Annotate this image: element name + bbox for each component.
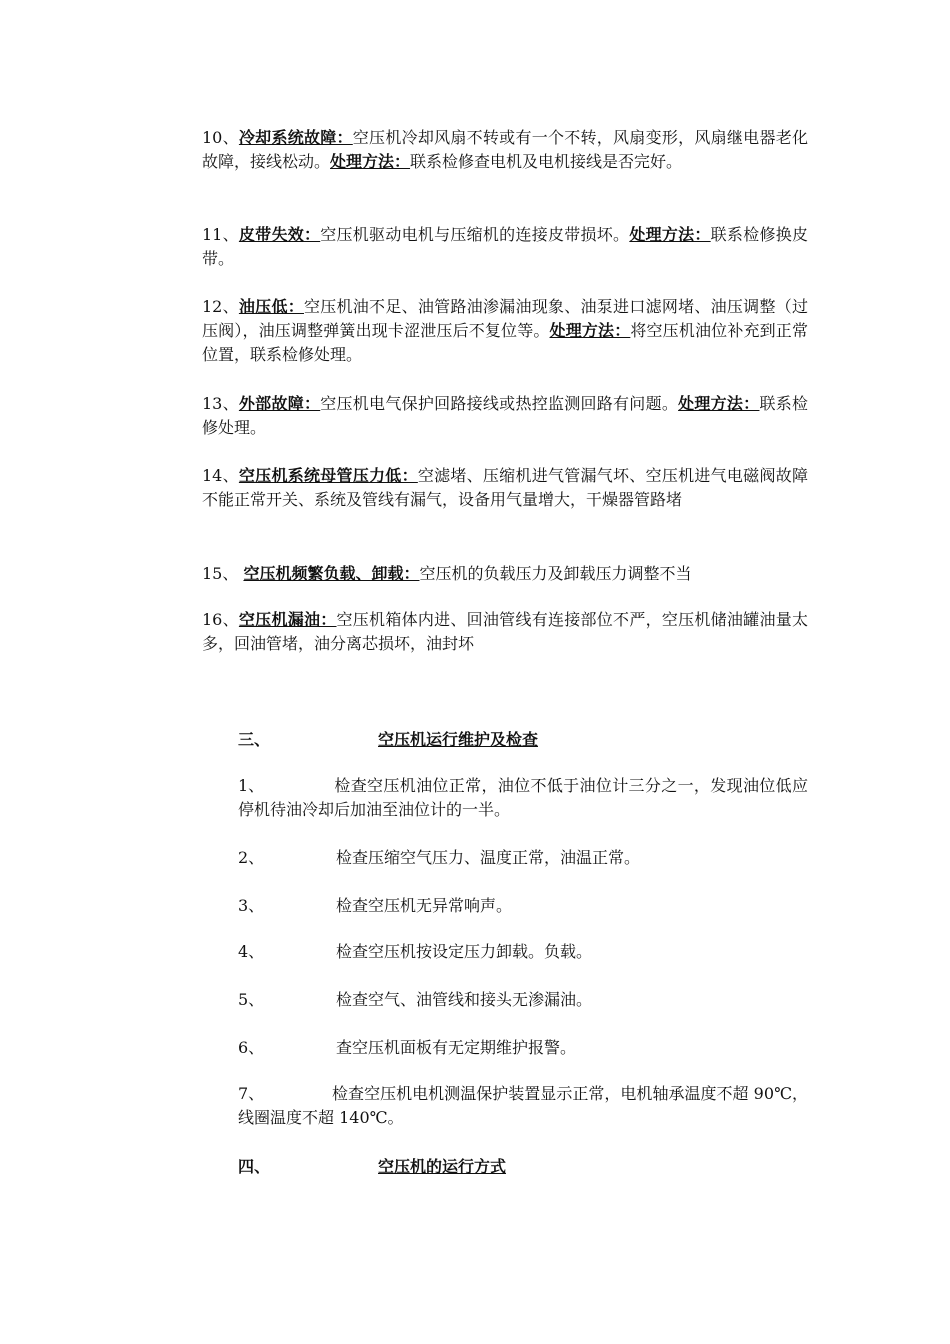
fault-item-14 bbox=[202, 464, 808, 512]
check-text: 检查空压机油位正常，油位不低于油位计三分之一，发现油位低应停机待油冷却后加油至油位计的一半。 bbox=[238, 776, 808, 819]
fault-text: 空压机箱体内进、回油管线有连接部位不严，空压机储油罐油量太多，回油管堵，油分离芯损坏，油封坏 bbox=[202, 610, 808, 653]
item-number: 2、 bbox=[238, 848, 265, 867]
section-title: 空压机的运行方式 bbox=[378, 1157, 507, 1176]
fault-text: 空滤堵、压缩机进气管漏气坏、空压机进气电磁阀故障不能正常开关、系统及管线有漏气，设备用气量增大，干燥器管路堵 bbox=[202, 466, 808, 509]
fault-item-16 bbox=[202, 608, 808, 656]
check-item-4 bbox=[238, 940, 808, 964]
check-item-2 bbox=[238, 846, 808, 870]
item-number: 1、 bbox=[238, 776, 265, 795]
fault-label: 冷却系统故障： bbox=[238, 128, 353, 147]
item-number: 3、 bbox=[238, 896, 265, 915]
check-text: 检查空压机电机测温保护装置显示正常，电机轴承温度不超 90℃，线圈温度不超 140℃。 bbox=[238, 1084, 808, 1127]
method-text: 联系检修换皮带。 bbox=[202, 225, 808, 268]
item-number: 11、 bbox=[202, 225, 239, 244]
fault-text: 空压机的负载压力及卸载压力调整不当 bbox=[419, 564, 692, 583]
check-text: 检查空压机按设定压力卸载。负载。 bbox=[336, 942, 593, 961]
item-number: 15、 bbox=[202, 564, 244, 583]
method-label: 处理方法： bbox=[330, 152, 411, 171]
fault-item-12 bbox=[202, 295, 808, 367]
check-item-7 bbox=[238, 1082, 808, 1130]
check-item-5 bbox=[238, 988, 808, 1012]
fault-label: 皮带失效： bbox=[238, 225, 321, 244]
item-number: 4、 bbox=[238, 942, 265, 961]
fault-label: 空压机系统母管压力低： bbox=[238, 466, 418, 485]
item-number: 7、 bbox=[238, 1084, 265, 1103]
check-item-6 bbox=[238, 1036, 808, 1060]
section-heading-3 bbox=[238, 728, 538, 752]
fault-text: 空压机油不足、油管路油渗漏油现象、油泵进口滤网堵、油压调整（过压阀），油压调整弹簧出现卡涩泄压后不复位等。 bbox=[202, 297, 808, 340]
method-text: 联系检修处理。 bbox=[202, 394, 808, 437]
fault-label: 空压机频繁负载、卸载： bbox=[243, 564, 420, 583]
item-number: 6、 bbox=[238, 1038, 265, 1057]
check-text: 检查压缩空气压力、温度正常，油温正常。 bbox=[336, 848, 641, 867]
section-number: 三、 bbox=[238, 730, 271, 749]
method-text: 将空压机油位补充到正常位置，联系检修处理。 bbox=[202, 321, 808, 364]
fault-text: 空压机电气保护回路接线或热控监测回路有问题。 bbox=[320, 394, 679, 413]
method-label: 处理方法： bbox=[678, 394, 760, 413]
item-number: 5、 bbox=[238, 990, 265, 1009]
method-label: 处理方法： bbox=[549, 321, 631, 340]
item-number: 14、 bbox=[202, 466, 239, 485]
fault-item-13 bbox=[202, 392, 808, 440]
check-text: 检查空气、油管线和接头无渗漏油。 bbox=[336, 990, 593, 1009]
item-number: 10、 bbox=[202, 128, 239, 147]
method-text: 联系检修查电机及电机接线是否完好。 bbox=[410, 152, 683, 171]
item-number: 16、 bbox=[202, 610, 239, 629]
fault-label: 空压机漏油： bbox=[238, 610, 337, 629]
fault-text: 空压机冷却风扇不转或有一个不转，风扇变形，风扇继电器老化故障，接线松动。 bbox=[202, 128, 808, 171]
fault-item-11 bbox=[202, 223, 808, 271]
item-number: 12、 bbox=[202, 297, 239, 316]
section-number: 四、 bbox=[238, 1157, 271, 1176]
item-number: 13、 bbox=[202, 394, 239, 413]
fault-item-15 bbox=[202, 562, 808, 586]
check-item-1 bbox=[238, 774, 808, 822]
check-text: 检查空压机无异常响声。 bbox=[336, 896, 513, 915]
fault-text: 空压机驱动电机与压缩机的连接皮带损坏。 bbox=[320, 225, 630, 244]
fault-label: 油压低： bbox=[238, 297, 304, 316]
fault-label: 外部故障： bbox=[238, 394, 321, 413]
fault-item-10 bbox=[202, 126, 808, 174]
check-text: 查空压机面板有无定期维护报警。 bbox=[336, 1038, 577, 1057]
section-heading-4 bbox=[238, 1155, 506, 1179]
check-item-3 bbox=[238, 894, 808, 918]
method-label: 处理方法： bbox=[629, 225, 711, 244]
section-title: 空压机运行维护及检查 bbox=[378, 730, 539, 749]
